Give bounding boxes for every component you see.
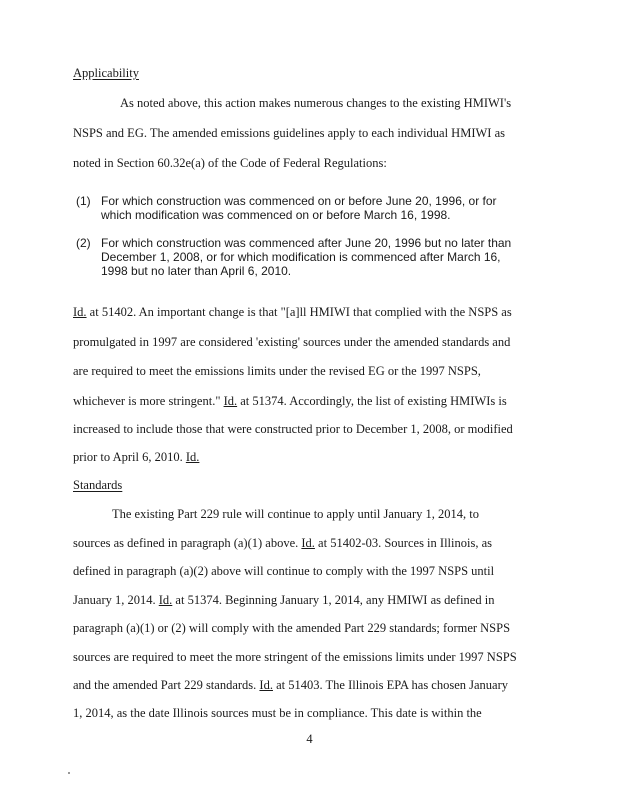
paragraph-line: 1, 2014, as the date Illinois sources must be in compliance. This date is within the	[73, 706, 482, 720]
paragraph-line: sources are required to meet the more stringent of the emissions limits under 1997 NSPS	[73, 650, 517, 664]
paragraph-line	[73, 678, 508, 693]
list-item-number: (1)	[76, 194, 91, 208]
citation-id: Id.	[259, 678, 273, 692]
paragraph-line: paragraph (a)(1) or (2) will comply with the amended Part 229 standards; former NSPS	[73, 621, 511, 635]
list-item-number: (2)	[76, 236, 91, 250]
paragraph-line	[73, 536, 492, 551]
paragraph-line: are required to meet the emissions limits under the revised EG or the 1997 NSPS,	[73, 364, 481, 378]
heading-standards: Standards	[73, 478, 123, 492]
paragraph-line: NSPS and EG. The amended emissions guidelines apply to each individual HMIWI as	[73, 126, 505, 140]
list-item-text: For which construction was commenced on or before June 20, 1996, or for which modification was commenced on or before March 16, 1998.	[101, 194, 497, 222]
paragraph-line	[73, 305, 512, 320]
paragraph-line: promulgated in 1997 are considered 'existing' sources under the amended standards and	[73, 335, 511, 349]
paragraph-line	[73, 450, 199, 465]
list-item-text: For which construction was commenced after June 20, 1996 but no later than December 1, 2008, or for which modification is commenced after March 16, 1998 but no later than April 6, 2010.	[101, 236, 512, 278]
paragraph-line	[73, 394, 507, 409]
paragraph-line: As noted above, this action makes numerous changes to the existing HMIWI's	[120, 96, 512, 110]
citation-id: Id.	[223, 394, 238, 408]
paragraph-text: January 1, 2014.	[73, 593, 159, 607]
paragraph-text: sources as defined in paragraph (a)(1) above.	[73, 536, 302, 550]
list-item	[76, 194, 516, 222]
paragraph-line: defined in paragraph (a)(2) above will continue to comply with the 1997 NSPS until	[73, 564, 495, 578]
citation-id: Id.	[158, 593, 173, 607]
paragraph-text: whichever is more stringent."	[73, 394, 224, 408]
paragraph-text: and the amended Part 229 standards.	[73, 678, 260, 692]
paragraph-text: at 51403. The Illinois EPA has chosen January	[272, 678, 509, 692]
scan-speck	[68, 772, 70, 774]
paragraph-line: increased to include those that were constructed prior to December 1, 2008, or modified	[73, 422, 513, 436]
paragraph-text: at 51374. Beginning January 1, 2014, any HMIWI as defined in	[172, 593, 495, 607]
paragraph-text: at 51402-03. Sources in Illinois, as	[314, 536, 492, 550]
paragraph-line: The existing Part 229 rule will continue to apply until January 1, 2014, to	[112, 507, 479, 521]
heading-applicability: Applicability	[73, 66, 139, 80]
list-item	[76, 236, 516, 278]
paragraph-text: at 51374. Accordingly, the list of existing HMIWIs is	[237, 394, 507, 408]
paragraph-text: at 51402. An important change is that "[a]ll HMIWI that complied with the NSPS as	[86, 305, 512, 319]
citation-id: Id.	[73, 305, 87, 319]
paragraph-text: prior to April 6, 2010.	[73, 450, 186, 464]
citation-id: Id.	[185, 450, 200, 464]
citation-id: Id.	[301, 536, 315, 550]
paragraph-line: noted in Section 60.32e(a) of the Code of Federal Regulations:	[73, 156, 387, 170]
paragraph-line	[73, 593, 494, 608]
page-number: 4	[306, 732, 313, 746]
